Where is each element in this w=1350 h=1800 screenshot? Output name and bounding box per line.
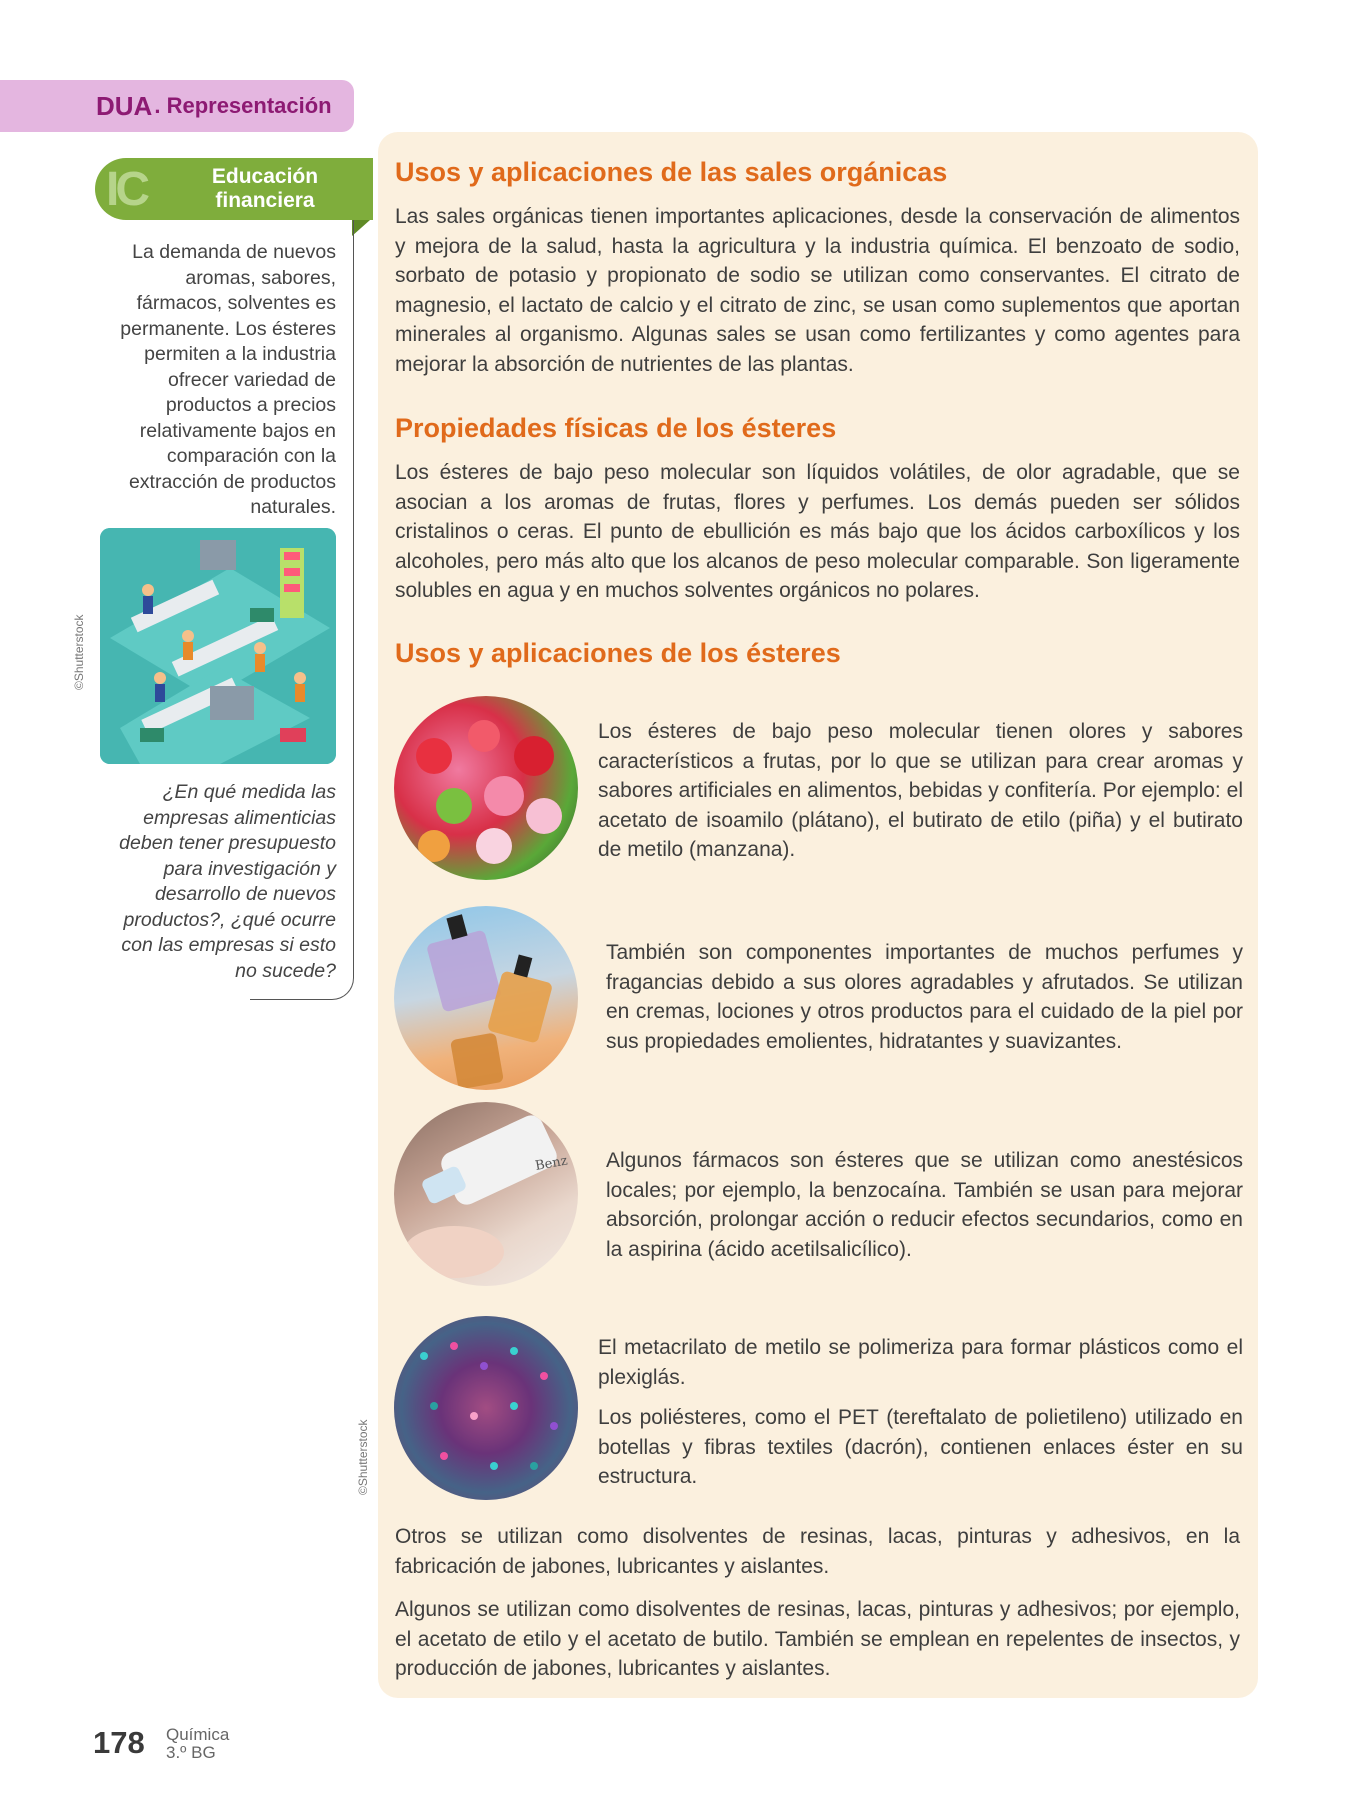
factory-illustration-graphic <box>100 528 336 764</box>
closing-text-2: Algunos se utilizan como disolventes de resinas, lacas, pinturas y adhesivos; por ejemplo, el acetato de etilo y el acetato de butilo. También se emplean en repelentes de insectos, y producción de jabones, lubricantes y aislantes. <box>395 1598 1240 1680</box>
image-credit-left: ©Shutterstock <box>72 614 86 690</box>
section-text-propiedades: Los ésteres de bajo peso molecular son líquidos volátiles, de olor agradable, que se asocian a los aromas de frutas, flores y perfumes. Los demás pueden ser sólidos cristalinos o ceras. El punto de ebullición es más bajo que los ácidos carboxílicos y los alcoholes, pero más alto que los alcanos de peso molecular comparable. Son ligeramente solubles en agua y en muchos solventes orgánicos no polares. <box>395 461 1240 602</box>
bottle-label: Benz <box>534 1153 569 1174</box>
section-title-propiedades: Propiedades físicas de los ésteres <box>395 413 837 443</box>
footer-subject <box>166 1726 229 1762</box>
footer-subject-name: Química <box>166 1725 230 1744</box>
medicine-photo <box>394 1102 578 1286</box>
plastic-pellets-graphic <box>394 1316 578 1500</box>
footer-grade: 3.º BG <box>166 1743 216 1762</box>
perfume-photo <box>394 906 578 1090</box>
dua-tab <box>0 80 354 132</box>
medicine-photo-graphic <box>394 1102 578 1286</box>
item-text-poliesteres: Los poliésteres, como el PET (tereftalato de polietileno) utilizado en botellas y fibras textiles (dacrón), contienen enlaces éster en su estructura. <box>598 1406 1243 1488</box>
closing-text-1: Otros se utilizan como disolventes de resinas, lacas, pinturas y adhesivos, en la fabricación de jabones, lubricantes y aislantes. <box>395 1525 1240 1578</box>
item-text-aromas: Los ésteres de bajo peso molecular tienen olores y sabores característicos a frutas, por lo que se utilizan para crear aromas y sabores artificiales en alimentos, bebidas y confitería. Por ejemplo: el acetato de isoamilo (plátano), el butirato de etilo (piña) y el butirato de metilo (manzana). <box>598 720 1243 861</box>
section-title-sales-organicas: Usos y aplicaciones de las sales orgánicas <box>395 157 948 187</box>
item-text-perfumes: También son componentes importantes de muchos perfumes y fragancias debido a sus olores agradables y afrutados. Se utilizan en cremas, lociones y otros productos para el cuidado de la piel por sus propiedades emolientes, hidratantes y suavizantes. <box>606 941 1243 1053</box>
ic-badge-tail <box>352 220 370 236</box>
sidebar-intro: La demanda de nuevos aromas, sabores, fármacos, solventes es permanente. Los ésteres permiten a la industria ofrecer variedad de productos a precios relativamente bajos en comparación con la extracción de productos naturales. <box>120 241 336 518</box>
sidebar-question: ¿En qué medida las empresas alimenticias deben tener presupuesto para investigación y desarrollo de nuevos productos?, ¿qué ocurre con las empresas si esto no sucede? <box>119 781 336 982</box>
section-title-usos-esteres: Usos y aplicaciones de los ésteres <box>395 638 841 668</box>
ic-badge <box>95 158 373 220</box>
dua-suffix: . Representación <box>154 93 332 118</box>
factory-illustration <box>100 528 336 764</box>
page-number: 178 <box>93 1725 145 1760</box>
ic-logo-icon: IC <box>106 162 146 216</box>
item-text-metacrilato: El metacrilato de metilo se polimeriza para formar plásticos como el plexiglás. <box>598 1336 1243 1389</box>
ic-badge-title: Educación financiera <box>211 165 319 212</box>
perfume-photo-graphic <box>394 906 578 1090</box>
candies-photo-graphic <box>394 696 578 880</box>
dua-label: DUA <box>96 90 153 121</box>
item-text-farmacos: Algunos fármacos son ésteres que se utilizan como anestésicos locales; por ejemplo, la benzocaína. También se usan para mejorar absorción, prolongar acción o reducir efectos secundarios, como en la aspirina (ácido acetilsalicílico). <box>606 1149 1243 1261</box>
plastic-pellets-photo <box>394 1316 578 1500</box>
section-text-sales-organicas: Las sales orgánicas tienen importantes aplicaciones, desde la conservación de alimentos y mejora de la salud, hasta la agricultura y la industria química. El benzoato de sodio, sorbato de potasio y propionato de sodio se utilizan como conservantes. El citrato de magnesio, el lactato de calcio y el citrato de zinc, se usan como suplementos que aportan minerales al organismo. Algunas sales se usan como fertilizantes y como agentes para mejorar la absorción de nutrientes de las plantas. <box>395 205 1240 376</box>
image-credit-right: ©Shutterstock <box>356 1419 370 1495</box>
candies-photo <box>394 696 578 880</box>
